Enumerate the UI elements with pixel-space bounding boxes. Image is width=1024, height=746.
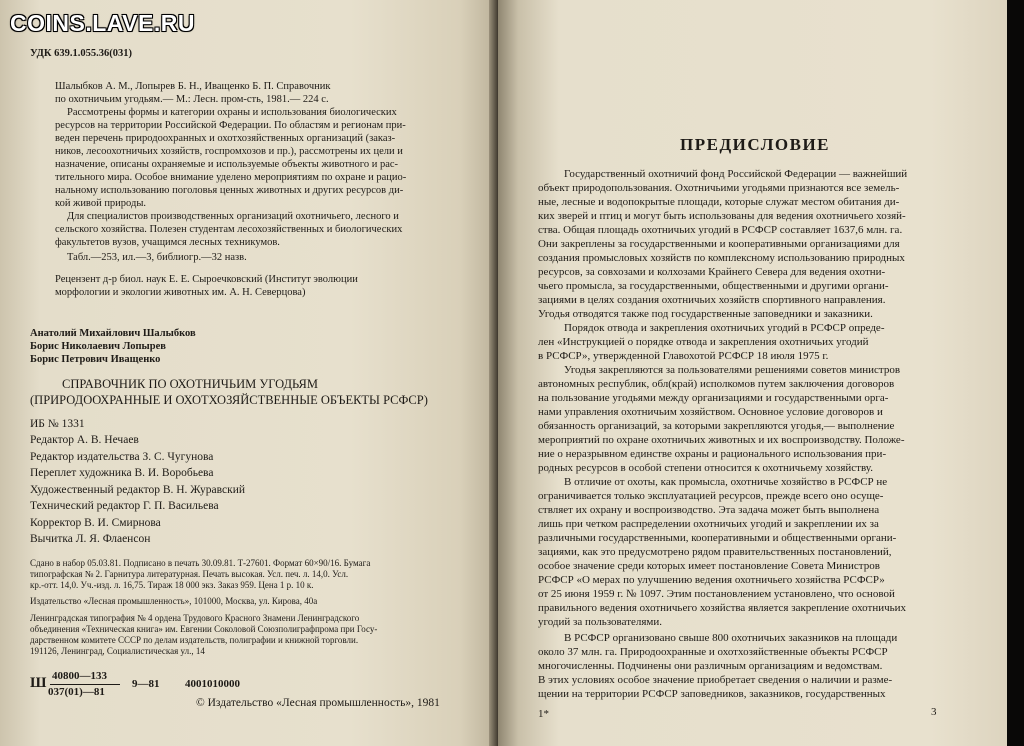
annotation-line: Для специалистов производственных организаций охотничьего, лесного и [67,211,399,222]
text-line: правильного ведения охотничьего хозяйства является закрепление охотничьих [538,602,907,614]
text-line: в РСФСР», утвержденной Главохотой РСФСР 18 июля 1975 г. [538,350,829,362]
sh-code: 9—81 [132,678,160,690]
watermark: COINS.LAVE.RU [10,10,195,36]
editor-line: Переплет художника В. И. Воробьева [30,467,214,479]
author-name: Анатолий Михайлович Шалыбков [30,328,196,339]
annotation-line: назначение, описаны охраняемые и используемые объекты животного и рас- [55,159,399,170]
text-line: Угодья отводятся также под государственные заповедники и заказники. [538,308,873,320]
text-line: нами управления охотничьим хозяйством. Основное условие договоров и [538,406,883,418]
text-line: создания промысловых хозяйств по комплексному использованию природных [538,252,905,264]
text-line: ствляет их охрану и воспроизводство. Эта задача может быть выполнена [538,504,880,516]
author-name: Борис Петрович Иващенко [30,354,161,365]
sh-numerator: 40800—133 [52,670,107,682]
signature-mark: 1* [538,708,549,720]
print-info-line: 191126, Ленинград, Социалистическая ул., 14 [30,646,205,656]
editor-line: Редактор А. В. Нечаев [30,434,139,446]
annotation-line: тительного мира. Особое внимание уделено мероприятиям по охране и рацио- [55,172,407,183]
print-info-line: кр.-отт. 14,0. Уч.-изд. л. 16,75. Тираж 18 000 экз. Заказ 959. Цена 1 р. 10 к. [30,580,314,590]
print-info-line: объединения «Техническая книга» им. Евгении Соколовой Союзполиграфпрома при Госу- [30,624,378,634]
text-line: ких зверей и птиц и могут быть использованы для ведения охотничьего хозяй- [538,210,906,222]
text-line: РСФСР «О мерах по улучшению ведения охотничьего хозяйства РСФСР» [538,574,885,586]
text-line: угодий за пользователями. [538,616,663,628]
title-line: СПРАВОЧНИК ПО ОХОТНИЧЬИМ УГОДЬЯМ [62,377,319,391]
text-line: мероприятий по охране охотничьих животных и их воспроизводству. Положе- [538,434,905,446]
text-line: объект природопользования. Охотничьими угодьями признаются все земель- [538,182,900,194]
annotation-line: факультетов вузов, учащимся лесных техникумов. [55,237,280,248]
print-info-line: типографская № 2. Гарнитура литературная. Печать высокая. Усл. печ. л. 14,0. Усл. [30,569,349,579]
sh-code: 4001010000 [185,678,240,690]
left-page [0,0,500,746]
text-line: на пользование угодьями между организациями и государственными орга- [538,392,889,404]
text-line: особое значение среди которых имеет постановление Совета Министров [538,560,880,572]
reviewer-line: Рецензент д-р биол. наук Е. Е. Сыроечковский (Институт эволюции [55,274,358,285]
page-number: 3 [931,706,937,718]
text-line: В отличие от охоты, как промысла, охотничье хозяйство в РСФСР не [564,476,888,488]
text-line: автономных республик, обл(край) исполкомов путем заключения договоров [538,378,895,390]
copyright: © Издательство «Лесная промышленность», 1981 [196,697,440,709]
text-line: Порядок отвода и закрепления охотничьих угодий в РСФСР опреде- [564,322,885,334]
right-page [498,0,1007,746]
text-line: от 25 июня 1959 г. № 1097. Этим постановлением установлено, что основой [538,588,895,600]
text-line: ные, лесные и водопокрытые площади, которые служат местом обитания ди- [538,196,900,208]
text-line: лишь при четком распределении охотничьих угодий и закреплении их за [538,518,879,530]
text-line: ства. Общая площадь охотничьих угодий в РСФСР составляет 1637,6 млн. га. [538,224,903,236]
editor-line: Вычитка Л. Я. Флаенсон [30,533,151,545]
text-line: щении на территории РСФСР заповедников, заказников, государственных [538,688,886,700]
text-line: В РСФСР организовано свыше 800 охотничьих заказников на площади [564,632,898,644]
text-line: Государственный охотничий фонд Российской Федерации — важнейший [564,168,908,180]
editor-line: Корректор В. И. Смирнова [30,517,161,529]
background-edge [1007,0,1024,746]
text-line: лен «Инструкцией о порядке отвода и закрепления охотничьих угодий [538,336,869,348]
print-info-line: Сдано в набор 05.03.81. Подписано в печать 30.09.81. Т-27601. Формат 60×90/16. Бумага [30,558,371,568]
annotation-line: веден перечень природоохранных и охотхозяйственных организаций (заказ- [55,133,396,144]
print-info-line: Издательство «Лесная промышленность», 101000, Москва, ул. Кирова, 40а [30,596,318,606]
annotation-line: ресурсов на территории Российской Федерации. По областям и регионам при- [55,120,406,131]
editor-line: Технический редактор Г. П. Васильева [30,500,219,512]
annotation-line: нальному использованию поголовья ценных животных и других ресурсов ди- [55,185,404,196]
sh-letter: Ш [30,675,47,691]
reviewer-line: морфологии и экологии животных им. А. Н. Северцова) [55,287,306,298]
sh-denominator: 037(01)—81 [48,686,105,698]
section-heading: ПРЕДИСЛОВИЕ [680,135,831,154]
text-line: ние о неразрывном единстве охраны и рационального использования при- [538,448,887,460]
annotation-line: кой живой природы. [55,198,147,209]
annotation-line: сельского хозяйства. Полезен студентам лесохозяйственных и биологических [55,224,403,235]
text-line: Они закреплены за государственными и кооперативными организациями для [538,238,900,250]
text-line: многочисленны. Подчинены они различным организациям и ведомствам. [538,660,883,672]
annotation-line: Рассмотрены формы и категории охраны и использования биологических [67,107,397,118]
text-line: Угодья закрепляются за пользователями решениями советов министров [564,364,901,376]
text-line: зациями в целях создания охотничьих хозяйств спортивного направления. [538,294,886,306]
text-line: зациями, как это предусмотрено рядом правительственных постановлений, [538,546,892,558]
annotation-line: по охотничьим угодьям.— М.: Лесн. пром-сть, 1981.— 224 с. [55,94,329,105]
annotation-line: ников, лесоохотничьих хозяйств, госпромхозов и пр.), рассмотрены их цели и [55,146,403,157]
author-name: Борис Николаевич Лопырев [30,341,166,352]
fraction-line [50,684,120,685]
editor-line: Редактор издательства З. С. Чугунова [30,451,214,463]
title-line: (ПРИРОДООХРАННЫЕ И ОХОТХОЗЯЙСТВЕННЫЕ ОБЪЕКТЫ РСФСР) [30,393,428,407]
annotation-line: Табл.—253, ил.—3, библиогр.—32 назв. [67,252,247,263]
annotation-line: Шалыбков А. М., Лопырев Б. Н., Иващенко Б. П. Справочник [55,81,331,92]
print-info-line: дарственном комитете СССР по делам издательств, полиграфии и книжной торговли. [30,635,359,645]
text-line: различными государственными, кооперативными и общественными органи- [538,532,897,544]
udk-code: УДК 639.1.055.36(031) [30,48,132,59]
editor-line: Художественный редактор В. Н. Журавский [30,484,246,496]
text-line: родных ресурсов в особой степени относится к охотничьему хозяйству. [538,462,873,474]
print-info-line: Ленинградская типография № 4 ордена Трудового Красного Знамени Ленинградского [30,613,360,623]
text-line: около 37 млн. га. Природоохранные и охотхозяйственные объекты РСФСР [538,646,888,658]
text-line: чьего промысла, за государственными, общественными и другими органи- [538,280,889,292]
editor-line: ИБ № 1331 [30,418,85,430]
text-line: В этих условиях особое значение приобретает сведения о наличии и разме- [538,674,893,686]
text-line: обязанность организаций, за которыми закрепляются угодья,— выполнение [538,420,895,432]
text-line: ограничивается только эксплуатацией ресурсов, прежде всего оно осуще- [538,490,884,502]
text-line: ресурсов, за совхозами и колхозами Крайнего Севера для ведения охотни- [538,266,886,278]
